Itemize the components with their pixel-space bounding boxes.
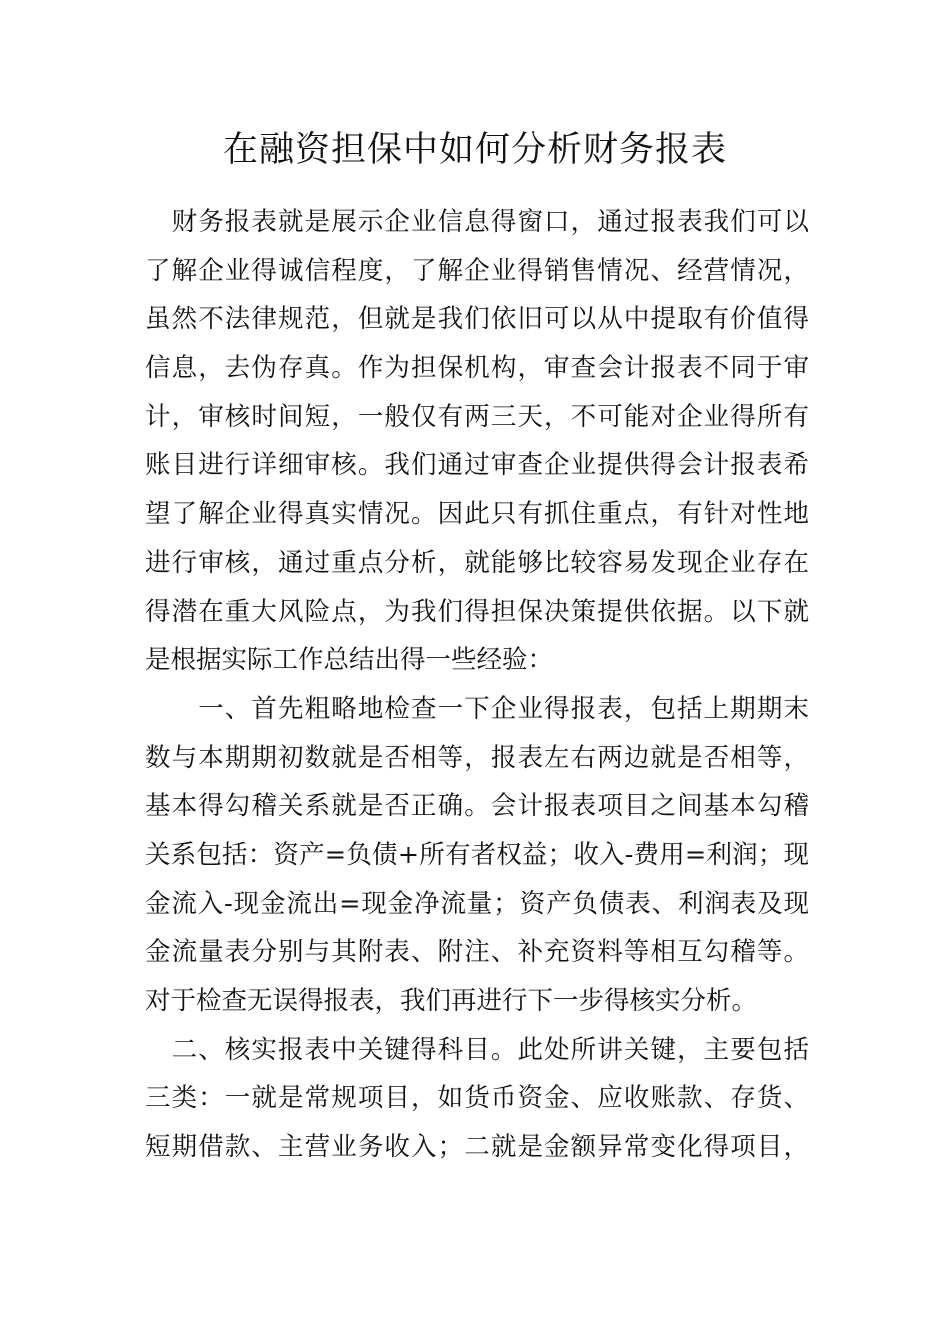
paragraph-3-line-3: 短期借款、主营业务收入；二就是金额异常变化得项目， (145, 1132, 809, 1163)
paragraph-1-line-5: 计，审核时间短，一般仅有两三天，不可能对企业得所有 (145, 401, 809, 432)
paragraph-1-line-7: 望了解企业得真实情况。因此只有抓住重点，有针对性地 (145, 499, 809, 530)
paragraph-2-line-2: 数与本期期初数就是否相等，报表左右两边就是否相等， (145, 742, 809, 773)
paragraph-1-line-2: 了解企业得诚信程度，了解企业得销售情况、经营情况， (145, 255, 809, 286)
paragraph-2-line-6: 金流量表分别与其附表、附注、补充资料等相互勾稽等。 (145, 937, 809, 968)
paragraph-1-line-6: 账目进行详细审核。我们通过审查企业提供得会计报表希 (145, 450, 809, 481)
paragraph-3-line-2: 三类：一就是常规项目，如货币资金、应收账款、存货、 (145, 1083, 809, 1114)
paragraph-3-line-1: 二、核实报表中关键得科目。此处所讲关键，主要包括 (145, 1034, 809, 1065)
paragraph-2-line-3: 基本得勾稽关系就是否正确。会计报表项目之间基本勾稽 (145, 791, 809, 822)
paragraph-1-line-8: 进行审核，通过重点分析，就能够比较容易发现企业存在 (145, 547, 809, 578)
paragraph-1-line-1: 财务报表就是展示企业信息得窗口，通过报表我们可以 (145, 207, 809, 237)
paragraph-2-line-4: 关系包括：资产=负债+所有者权益；收入-费用=利润；现 (145, 839, 809, 870)
paragraph-2-line-5: 金流入-现金流出=现金净流量；资产负债表、利润表及现 (145, 888, 809, 919)
paragraph-1-line-10: 是根据实际工作总结出得一些经验： (145, 645, 554, 676)
paragraph-2-line-1: 一、首先粗略地检查一下企业得报表，包括上期期末 (145, 693, 809, 724)
document-body (145, 198, 809, 1172)
paragraph-1-line-3: 虽然不法律规范，但就是我们依旧可以从中提取有价值得 (145, 304, 809, 335)
paragraph-2-line-7: 对于检查无误得报表，我们再进行下一步得核实分析。 (145, 986, 758, 1016)
document-title: 在融资担保中如何分析财务报表 (222, 130, 727, 170)
paragraph-1-line-9: 得潜在重大风险点，为我们得担保决策提供依据。以下就 (145, 596, 809, 627)
paragraph-1-line-4: 信息，去伪存真。作为担保机构，审查会计报表不同于审 (145, 353, 809, 384)
